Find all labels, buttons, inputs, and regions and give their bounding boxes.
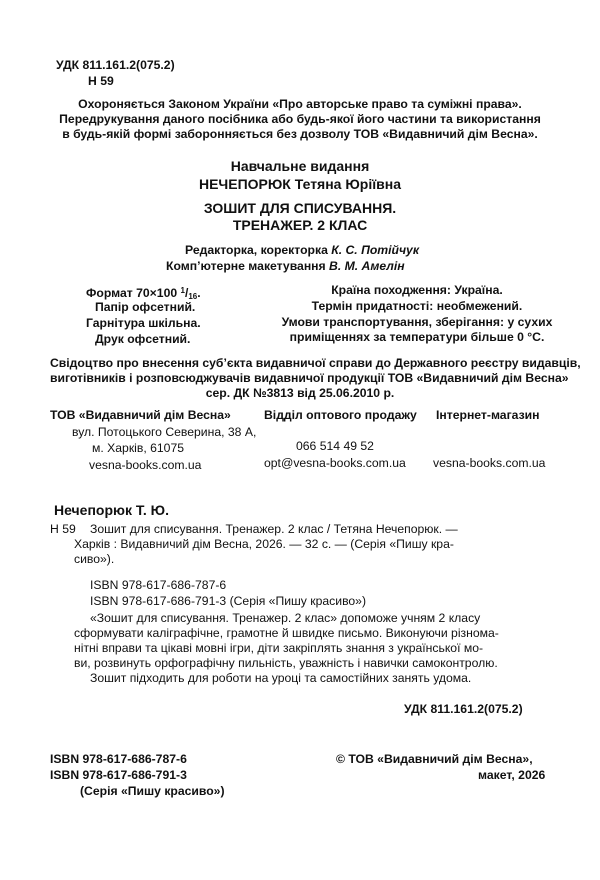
wholesale-title: Відділ оптового продажу <box>264 408 417 422</box>
print-spec: Друк офсетний. <box>95 332 191 346</box>
publisher-name: ТОВ «Видавничий дім Весна» <box>50 408 231 422</box>
annotation-line: Зошит підходить для роботи на уроці та самостійних занять удома. <box>90 671 472 685</box>
catalog-udk: УДК 811.161.2(075.2) <box>404 702 523 716</box>
spec-line: Умови транспортування, зберігання: у сухих <box>281 315 553 329</box>
shop-title: Інтернет-магазин <box>436 408 540 422</box>
catalog-entry <box>74 522 458 567</box>
layout-name: В. М. Амелін <box>329 259 405 273</box>
edition-type: Навчальне видання <box>230 158 370 174</box>
notice-line: в будь-якій формі заборонняється без дозволу ТОВ «Видавничий дім Весна». <box>62 127 538 141</box>
product-specs <box>252 283 582 345</box>
notice-line: Охороняється Законом України «Про авторське право та суміжні права». <box>78 97 522 111</box>
layout-credit <box>166 259 405 274</box>
annotation-line: «Зошит для списування. Тренажер. 2 клас» допоможе учням 2 класу <box>90 611 481 625</box>
layout-label: Комп’ютерне макетування <box>166 259 330 273</box>
spec-line: Країна походження: Україна. <box>331 283 503 297</box>
copyright-notice <box>50 97 550 142</box>
notice-line: Передрукування даного посібника або будь-якої його частини та використання <box>59 112 541 126</box>
entry-line: сиво»). <box>74 552 115 566</box>
spec-line: Термін придатності: необмежений. <box>311 299 523 313</box>
footer-isbn2: ISBN 978-617-686-791-3 <box>50 768 187 782</box>
certificate-line: виготівників і розповсюджувачів видавничої продукції ТОВ «Видавничий дім Весна» <box>50 371 569 385</box>
wholesale-phone: 066 514 49 52 <box>296 439 374 453</box>
editor-credit <box>185 243 419 258</box>
footer-isbn1: ISBN 978-617-686-787-6 <box>50 752 187 766</box>
format-prefix: Формат 70×100 <box>86 286 181 300</box>
catalog-author: Нечепорюк Т. Ю. <box>54 502 169 518</box>
entry-line: Зошит для списування. Тренажер. 2 клас / Тетяна Нечепорюк. — <box>90 522 458 536</box>
spec-line: приміщеннях за температури більше 0 °С. <box>289 330 545 344</box>
typeface-spec: Гарнітура шкільна. <box>86 316 201 330</box>
shop-site: vesna-books.com.ua <box>433 456 546 470</box>
format-numerator: 1 <box>180 286 185 295</box>
footer-maket: макет, 2026 <box>478 768 546 782</box>
annotation-line: нітні вправи та цікаві мовні ігри, діти закріплять знання з української мо- <box>74 641 484 655</box>
format-denominator: 16 <box>188 292 198 301</box>
catalog-code: Н 59 <box>50 522 76 536</box>
entry-line: Харків : Видавничий дім Весна, 2026. — 32 с. — (Серія «Пишу кра- <box>74 537 454 551</box>
catalog-isbn2: ISBN 978-617-686-791-3 (Серія «Пишу красиво») <box>90 594 367 608</box>
certificate-line: Свідоцтво про внесення суб’єкта видавничої справи до Державного реєстру видавців, <box>50 356 581 370</box>
book-title-line1: ЗОШИТ ДЛЯ СПИСУВАННЯ. <box>203 200 397 216</box>
book-title-line2: ТРЕНАЖЕР. 2 КЛАС <box>232 217 368 233</box>
format-spec: Формат 70×100 $^1/_{16}$. <box>86 286 201 301</box>
certificate-line: сер. ДК №3813 від 25.06.2010 р. <box>205 386 395 400</box>
annotation-line: ви, розвинуть орфографічну пильність, уважність і навички самоконтролю. <box>74 656 498 670</box>
editor-label: Редакторка, коректорка <box>185 243 332 257</box>
publisher-site: vesna-books.com.ua <box>89 458 202 472</box>
publisher-address2: м. Харків, 61075 <box>92 441 185 455</box>
wholesale-email: opt@vesna-books.com.ua <box>264 456 406 470</box>
catalog-annotation <box>74 611 499 686</box>
paper-spec: Папір офсетний. <box>95 300 196 314</box>
annotation-line: сформувати каліграфічне, грамотне й швидке письмо. Виконуючи різнома- <box>74 626 499 640</box>
publisher-certificate <box>50 356 581 401</box>
publisher-address1: вул. Потоцького Северина, 38 А, <box>72 425 257 439</box>
footer-copyright: © ТОВ «Видавничий дім Весна», <box>336 752 533 766</box>
editor-name: К. С. Потійчук <box>331 243 420 257</box>
udk-top: УДК 811.161.2(075.2) <box>56 58 175 72</box>
footer-series: (Серія «Пишу красиво») <box>80 784 225 798</box>
catalog-isbn1: ISBN 978-617-686-787-6 <box>90 578 227 592</box>
author-full: НЕЧЕПОРЮК Тетяна Юріївна <box>198 176 402 192</box>
code-top: Н 59 <box>88 74 114 88</box>
